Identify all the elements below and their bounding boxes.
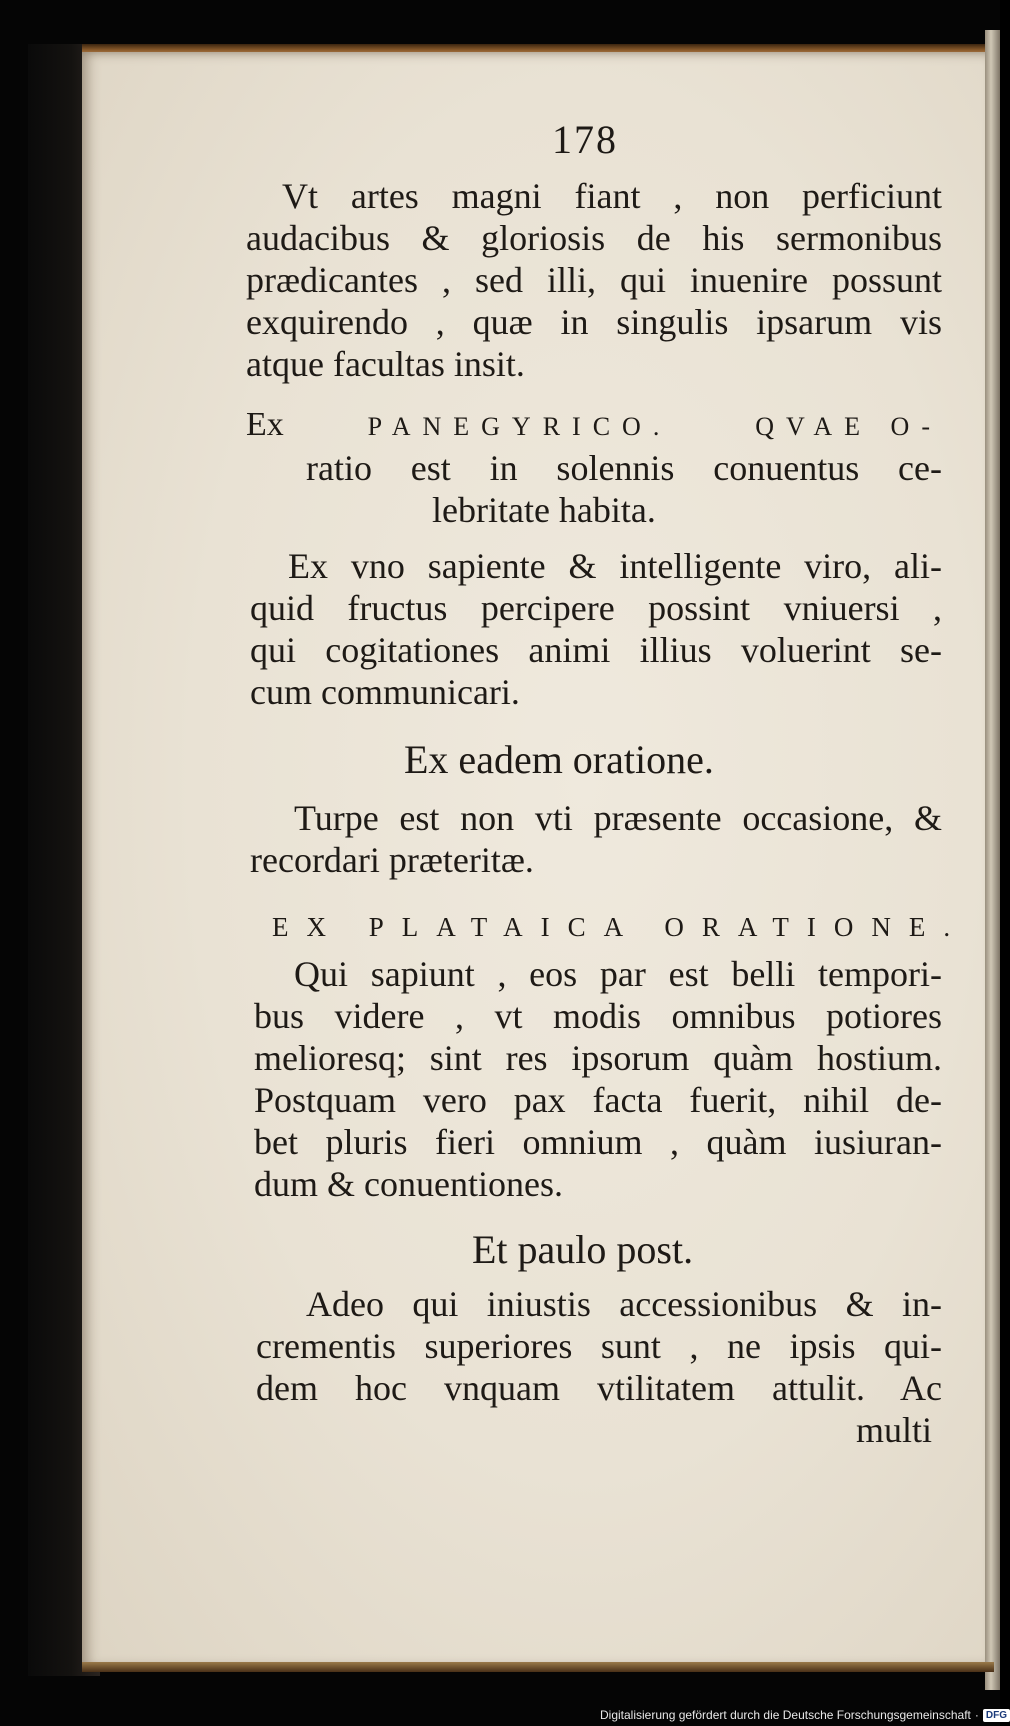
credit-separator: · [974,1708,979,1722]
section-heading: EX PLATAICA ORATIONE. [272,912,969,942]
heading-rest: QVAE O- [755,412,942,441]
credit-text: Digitalisierung gefördert durch die Deutsche Forschungsgemeinschaft [600,1708,971,1722]
heading-lead: Ex [246,406,284,443]
text-line: recordari præteritæ. [250,840,534,880]
text-line: dum & conuentiones. [254,1164,563,1204]
text-line: atque facultas insit. [246,344,525,384]
text-line: exquirendo , quæ in singulis ipsarum vis [246,302,942,342]
dfg-logo: DFG [983,1709,1010,1722]
text-line: bet pluris fieri omnium , quàm iusiuran- [254,1122,942,1162]
page-fore-edge [985,30,1000,1690]
text-line: dem hoc vnquam vtilitatem attulit. Ac [256,1368,942,1408]
text-line: Postquam vero pax facta fuerit, nihil de- [254,1080,942,1120]
text-line: qui cogitationes animi illius voluerint se- [250,630,942,670]
section-heading [246,408,942,442]
text-line: audacibus & gloriosis de his sermonibus [246,218,942,258]
text-line: lebritate habita. [432,490,656,530]
text-line: quid fructus percipere possint vniuersi , [250,588,942,628]
digitization-credit [600,1708,1010,1722]
text-line: prædicantes , sed illi, qui inuenire possunt [246,260,942,300]
text-line: Adeo qui iniustis accessionibus & in- [306,1284,942,1324]
text-line: Qui sapiunt , eos par est belli tempori- [294,954,942,994]
heading-source: PANEGYRICO. [367,412,672,441]
catchword: multi [856,1410,933,1450]
section-heading: Ex eadem oratione. [404,737,714,782]
text-line: bus videre , vt modis omnibus potiores [254,996,942,1036]
section-heading: Et paulo post. [472,1227,694,1272]
text-line: ratio est in solennis conuentus ce- [306,448,942,488]
page-bottom-edge [82,1662,994,1672]
text-line: cum communicari. [250,672,520,712]
text-line: Turpe est non vti præsente occasione, & [294,798,942,838]
text-line: Vt artes magni fiant , non perficiunt [282,176,942,216]
page-number: 178 [552,117,618,162]
text-line: melioresq; sint res ipsorum quàm hostium. [254,1038,942,1078]
text-line: crementis superiores sunt , ne ipsis qui- [256,1326,942,1366]
text-line: Ex vno sapiente & intelligente viro, ali- [288,546,942,586]
